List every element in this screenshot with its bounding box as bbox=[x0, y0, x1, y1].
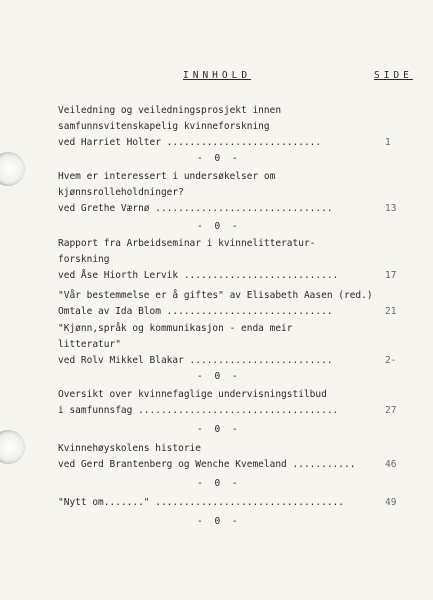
entry-4-line-1: "Vår bestemmelse er å giftes" av Elisabeth Aasen (red.) bbox=[58, 290, 373, 301]
separator: - 0 - bbox=[197, 153, 241, 164]
entry-5-line-3: ved Rolv Mikkel Blakar ......................... bbox=[58, 355, 333, 366]
entry-5-page: 2- bbox=[385, 355, 397, 366]
punch-hole bbox=[0, 152, 25, 186]
entry-2-line-2: kjønnsrolleholdninger? bbox=[58, 187, 184, 198]
entry-2-page: 13 bbox=[385, 203, 397, 214]
entry-7-line-1: Kvinnehøyskolens historie bbox=[58, 443, 201, 454]
entry-1-page: 1 bbox=[385, 137, 391, 148]
entry-3-page: 17 bbox=[385, 270, 397, 281]
entry-7-page: 46 bbox=[385, 459, 397, 470]
entry-3-line-3: ved Åse Hiorth Lervik ........................... bbox=[58, 270, 339, 281]
entry-6-line-1: Oversikt over kvinnefaglige undervisningstilbud bbox=[58, 389, 327, 400]
entry-5-line-1: "Kjønn,språk og kommunikasjon - enda meir bbox=[58, 323, 293, 334]
entry-2-line-3: ved Grethe Værnø ............................... bbox=[58, 203, 333, 214]
entry-1-line-3: ved Harriet Holter ........................... bbox=[58, 137, 322, 148]
entry-1-line-1: Veiledning og veiledningsprosjekt innen bbox=[58, 105, 282, 116]
separator: - 0 - bbox=[197, 478, 241, 489]
entry-4-page: 21 bbox=[385, 306, 397, 317]
page-column-heading: SIDE bbox=[374, 70, 413, 81]
entry-8-page: 49 bbox=[385, 497, 397, 508]
entry-6-page: 27 bbox=[385, 405, 397, 416]
contents-heading: INNHOLD bbox=[183, 70, 252, 81]
entry-3-line-2: forskning bbox=[58, 254, 110, 265]
entry-1-line-2: samfunnsvitenskapelig kvinneforskning bbox=[58, 121, 270, 132]
entry-3-line-1: Rapport fra Arbeidseminar i kvinnelitteratur- bbox=[58, 238, 316, 249]
entry-2-line-1: Hvem er interessert i undersøkelser om bbox=[58, 171, 276, 182]
entry-5-line-2: litteratur" bbox=[58, 339, 121, 350]
separator: - 0 - bbox=[197, 221, 241, 232]
separator: - 0 - bbox=[197, 371, 241, 382]
entry-7-line-2: ved Gerd Brantenberg og Wenche Kvemeland ........... bbox=[58, 459, 356, 470]
entry-8-line-1: "Nytt om......." ................................. bbox=[58, 497, 344, 508]
punch-hole bbox=[0, 430, 25, 464]
separator: - 0 - bbox=[197, 424, 241, 435]
separator: - 0 - bbox=[197, 516, 241, 527]
entry-6-line-2: i samfunnsfag ................................... bbox=[58, 405, 339, 416]
entry-4-line-2: Omtale av Ida Blom ............................. bbox=[58, 306, 333, 317]
